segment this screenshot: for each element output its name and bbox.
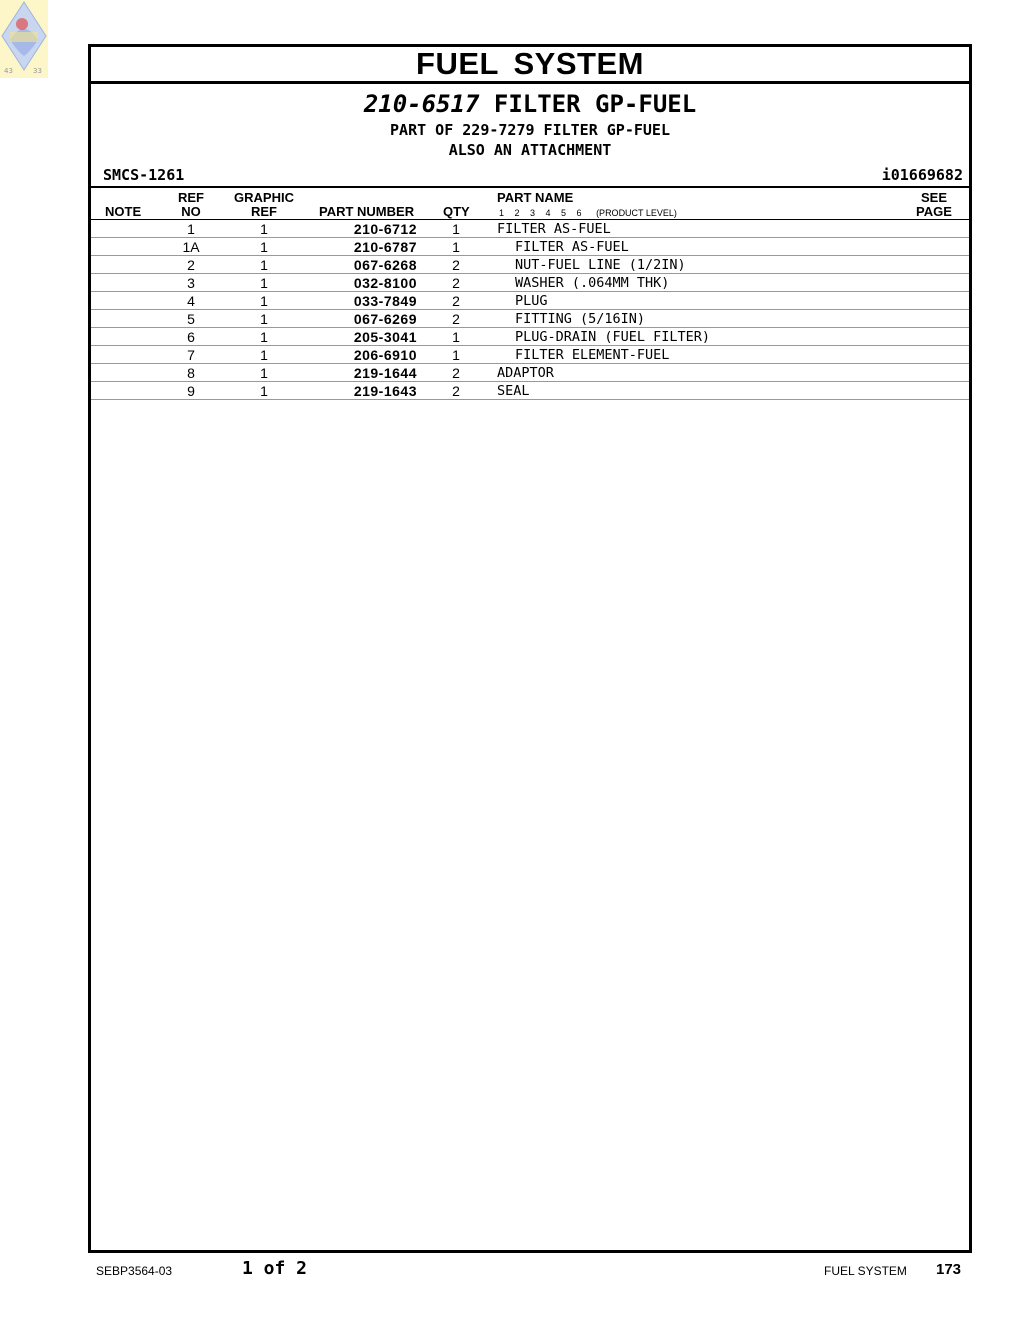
table-row [91, 382, 969, 400]
part-of-line: PART OF 229-7279 FILTER GP-FUEL [390, 121, 670, 139]
section-title: FUEL SYSTEM [91, 47, 969, 84]
ref-no-cell: 3 [187, 275, 195, 291]
ref-no-cell: 4 [187, 293, 195, 309]
ref-no-cell: 9 [187, 383, 195, 399]
part-name-cell: SEAL [497, 383, 530, 399]
graphic-ref-cell: 1 [260, 239, 268, 255]
page-footer [0, 1258, 1020, 1282]
part-number-cell: 067-6269 [353, 311, 417, 327]
page-of-count: 1 of 2 [242, 1258, 308, 1279]
logo-left-number: 43 [4, 67, 13, 75]
footer-section: FUEL SYSTEM [824, 1264, 907, 1278]
table-row [91, 364, 969, 382]
col-see-top: SEE [920, 190, 947, 205]
ref-no-cell: 2 [187, 257, 195, 273]
table-row [91, 292, 969, 310]
col-note: NOTE [105, 204, 142, 219]
part-name-cell: NUT-FUEL LINE (1/2IN) [515, 257, 686, 273]
logo-right-number: 33 [33, 67, 42, 75]
graphic-ref-cell: 1 [260, 329, 268, 345]
group-number: 210-6517 [363, 90, 480, 118]
part-number-cell: 032-8100 [353, 275, 417, 291]
table-row [91, 238, 969, 256]
qty-cell: 2 [452, 365, 460, 381]
graphic-ref-cell: 1 [260, 257, 268, 273]
table-row [91, 310, 969, 328]
graphic-ref-cell: 1 [260, 347, 268, 363]
col-graphic-bottom: REF [251, 204, 277, 219]
column-headers [91, 188, 969, 220]
col-ref-top: REF [178, 190, 204, 205]
part-name-cell: PLUG [515, 293, 548, 309]
part-name-cell: FILTER ELEMENT-FUEL [515, 347, 670, 363]
part-number-cell: 210-6787 [353, 239, 417, 255]
product-level-label: (PRODUCT LEVEL) [596, 208, 677, 218]
part-name-cell: PLUG-DRAIN (FUEL FILTER) [515, 329, 711, 345]
part-number-cell: 206-6910 [353, 347, 417, 363]
group-name: FILTER GP-FUEL [493, 90, 697, 118]
qty-cell: 2 [452, 275, 460, 291]
graphic-ref-cell: 1 [260, 311, 268, 327]
document-number: SEBP3564-03 [96, 1264, 173, 1278]
col-graphic-top: GRAPHIC [234, 190, 294, 205]
col-graphic-ref [229, 191, 299, 219]
level-numbers: 1 2 3 4 5 6 [499, 208, 582, 218]
part-number-cell: 205-3041 [353, 329, 417, 345]
graphic-ref-cell: 1 [260, 365, 268, 381]
watermark-logo [0, 0, 48, 78]
group-header [91, 84, 969, 188]
col-see-page [911, 191, 957, 219]
qty-cell: 1 [452, 329, 460, 345]
smcs-code: SMCS-1261 [103, 166, 185, 184]
col-ref-no [173, 191, 209, 219]
attachment-line: ALSO AN ATTACHMENT [448, 141, 612, 159]
parts-table-body [91, 220, 969, 400]
table-row [91, 256, 969, 274]
illustration-id: i01669682 [881, 166, 963, 184]
col-part-name: PART NAME [497, 190, 574, 205]
qty-cell: 1 [452, 221, 460, 237]
parts-list-frame [88, 44, 972, 1253]
ref-no-cell: 1A [182, 239, 200, 255]
qty-cell: 2 [452, 257, 460, 273]
ref-no-cell: 1 [187, 221, 195, 237]
graphic-ref-cell: 1 [260, 275, 268, 291]
ref-no-cell: 6 [187, 329, 195, 345]
part-name-cell: FITTING (5/16IN) [515, 311, 646, 327]
page-number: 173 [936, 1261, 962, 1278]
ref-no-cell: 7 [187, 347, 195, 363]
graphic-ref-cell: 1 [260, 383, 268, 399]
ref-no-cell: 5 [187, 311, 195, 327]
qty-cell: 1 [452, 347, 460, 363]
qty-cell: 1 [452, 239, 460, 255]
ref-no-cell: 8 [187, 365, 195, 381]
graphic-ref-cell: 1 [260, 221, 268, 237]
part-number-cell: 219-1644 [353, 365, 417, 381]
qty-cell: 2 [452, 311, 460, 327]
part-number-cell: 033-7849 [353, 293, 417, 309]
part-number-cell: 067-6268 [353, 257, 417, 273]
part-name-cell: WASHER (.064MM THK) [515, 275, 670, 291]
graphic-ref-cell: 1 [260, 293, 268, 309]
table-row [91, 328, 969, 346]
group-title [91, 90, 969, 118]
col-part-number: PART NUMBER [319, 204, 415, 219]
col-see-bottom: PAGE [916, 204, 952, 219]
qty-cell: 2 [452, 383, 460, 399]
table-row [91, 346, 969, 364]
product-levels [499, 208, 677, 218]
part-number-cell: 219-1643 [353, 383, 417, 399]
table-row [91, 274, 969, 292]
col-ref-bottom: NO [181, 204, 201, 219]
part-name-cell: FILTER AS-FUEL [497, 221, 611, 237]
qty-cell: 2 [452, 293, 460, 309]
col-qty: QTY [443, 204, 470, 219]
part-name-cell: ADAPTOR [497, 365, 554, 381]
part-number-cell: 210-6712 [353, 221, 417, 237]
table-row [91, 220, 969, 238]
part-name-cell: FILTER AS-FUEL [515, 239, 629, 255]
